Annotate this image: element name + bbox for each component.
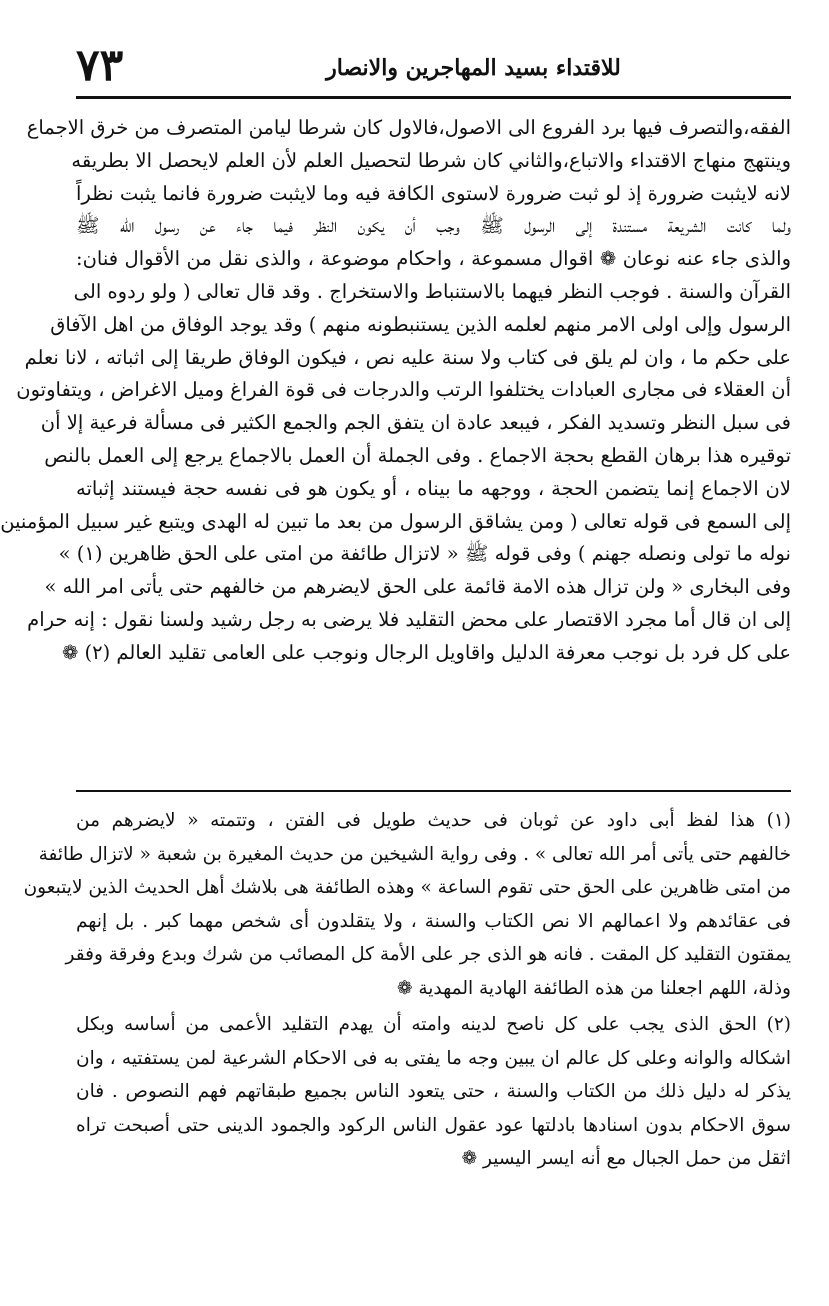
text-line: لان الاجماع إنما يتضمن الحجة ، ووجهه ما بيناه ، أو يكون هو فى نفسه حجة فيستند إثباته [76,476,791,500]
footnote-line: اشكاله والوانه وعلى كل عالم ان يبين وجه ما يفتى به فى الاحكام الشرعية لمن يستفتيه ، وان [76,1047,791,1069]
text-line: فى سبل النظر وتسديد الفكر ، فيبعد عادة ان يتفق الجم والجمع الكثير فى مسألة فرعية إلا أن [40,411,791,435]
text-line: القرآن والسنة . فوجب النظر فيهما بالاستنباط والاستخراج . وقد قال تعالى ( ولو ردوه الى [73,279,791,303]
text-line: وينتهج منهاج الاقتداء والاتباع،والثاني كان شرطا لتحصيل العلم لأن العلم لايحصل الا بطريقه [71,148,791,172]
text-line: وفى البخارى « ولن تزال هذه الامة قائمة على الحق لايضرهم من خالفهم حتى يأتى امر الله » [44,575,791,599]
text-line: إلى السمع فى قوله تعالى ( ومن يشاقق الرسول من بعد ما تبين له الهدى ويتبع غير سبيل المؤمنين [0,509,791,533]
footnote-line: وذلة، اللهم اجعلنا من هذه الطائفة الهادية المهدية ❁ [396,977,791,999]
text-line: نوله ما تولى ونصله جهنم ) وفى قوله ﷺ « لاتزال طائفة من امتى على الحق ظاهرين (١) » [58,542,791,566]
footnote-line: (٢) الحق الذى يجب على كل ناصح لدينه وامته أن يهدم التقليد الأعمى من أساسه وبكل [76,1014,791,1035]
footnote-line: يذكر له دليل ذلك من الكتاب والسنة ، حتى يتعود الناس بجميع طبقاتهم فهم النصوص . فان [76,1081,791,1102]
footnotes [23,804,791,1176]
footnote [23,804,791,1005]
text-line: الرسول وإلى اولى الامر منهم لعلمه الذين يستنبطونه منهم ) وقد يوجد الوفاق من اهل الآفاق [50,312,791,336]
page-number: ٧٣ [76,40,124,91]
text-line: على حكم ما ، وان لم يلق فى كتاب ولا سنة عليه نص ، فيكون الوفاق طريقا إلى اثباته ، لانا نعلم [24,345,791,369]
footnote-separator [76,790,791,792]
footnote-line: فى عقائدهم ولا اعمالهم الا نص الكتاب والسنة ، ولا يتقلدون أى شخص مهما كبر . بل إنهم [76,910,791,932]
text-line: لانه لايثبت ضرورة إذ لو ثبت ضرورة لاستوى الكافة فيه وما لايثبت ضرورة فانما يثبت نظراً [76,181,791,205]
footnote-line: يمقتون التقليد كل المقت . فانه هو الذى جر على الأمة كل المصائب من شرك وبدع وفرقة وفقر [65,944,791,965]
footnote-line: سوق الاحكام بدون اسنادها بادلتها عود عقول الناس الركود والجمود الدينى حتى أصبحت تراه [76,1114,791,1136]
running-title: للاقتداء بسيد المهاجرين والانصار [326,55,621,81]
footnote-line: خالفهم حتى يأتى أمر الله تعالى » . وفى رواية الشيخين من حديث المغيرة بن شعبة « لاتزال طائفة [38,843,791,865]
footnote-line: من امتى ظاهرين على الحق حتى تقوم الساعة » وهذه الطائفة هى بلاشك أهل الحديث الذين لايتبعون [23,877,791,898]
text-line: الفقه،والتصرف فيها برد الفروع الى الاصول،فالاول كان شرطا ليامن المتصرف من خرق الاجماع [26,116,791,139]
footnote [76,1008,791,1176]
text-line: والذى جاء عنه نوعان ❁ اقوال مسموعة ، واحكام موضوعة ، والذى نقل من الأقوال فنان: [76,247,791,271]
text-line: إلى ان قال أما مجرد الاقتصار على محض التقليد فلا يرضى به رجل رشيد ولسنا نقول : إنه حرام [27,607,791,631]
page-header [76,38,791,99]
text-line: توقيره هذا برهان القطع بحجة الاجماع . وفى الجملة أن العمل بالاجماع يرجع إلى العمل بالنص [44,443,791,467]
text-line: أن العقلاء فى مجارى العبادات يختلفوا الرتب والدرجات فى قوة الفراغ وميل الاغراض ، ويتفاوتون [16,378,791,402]
text-line: ولما كانت الشريعة مستندة إلى الرسول ﷺ وجب أن يكون النظر فيما جاء عن رسول الله ﷺ [76,214,791,238]
text-line: على كل فرد بل نوجب معرفة الدليل واقاويل الرجال ونوجب على العامى تقليد العالم (٢) ❁ [61,640,791,664]
footnote-line: اثقل من حمل الجبال مع أنه ايسر اليسير ❁ [461,1148,791,1169]
main-text [0,112,791,670]
footnote-line: (١) هذا لفظ أبى داود عن ثوبان فى حديث طويل فى الفتن ، وتتمته « لايضرهم من [76,810,791,831]
